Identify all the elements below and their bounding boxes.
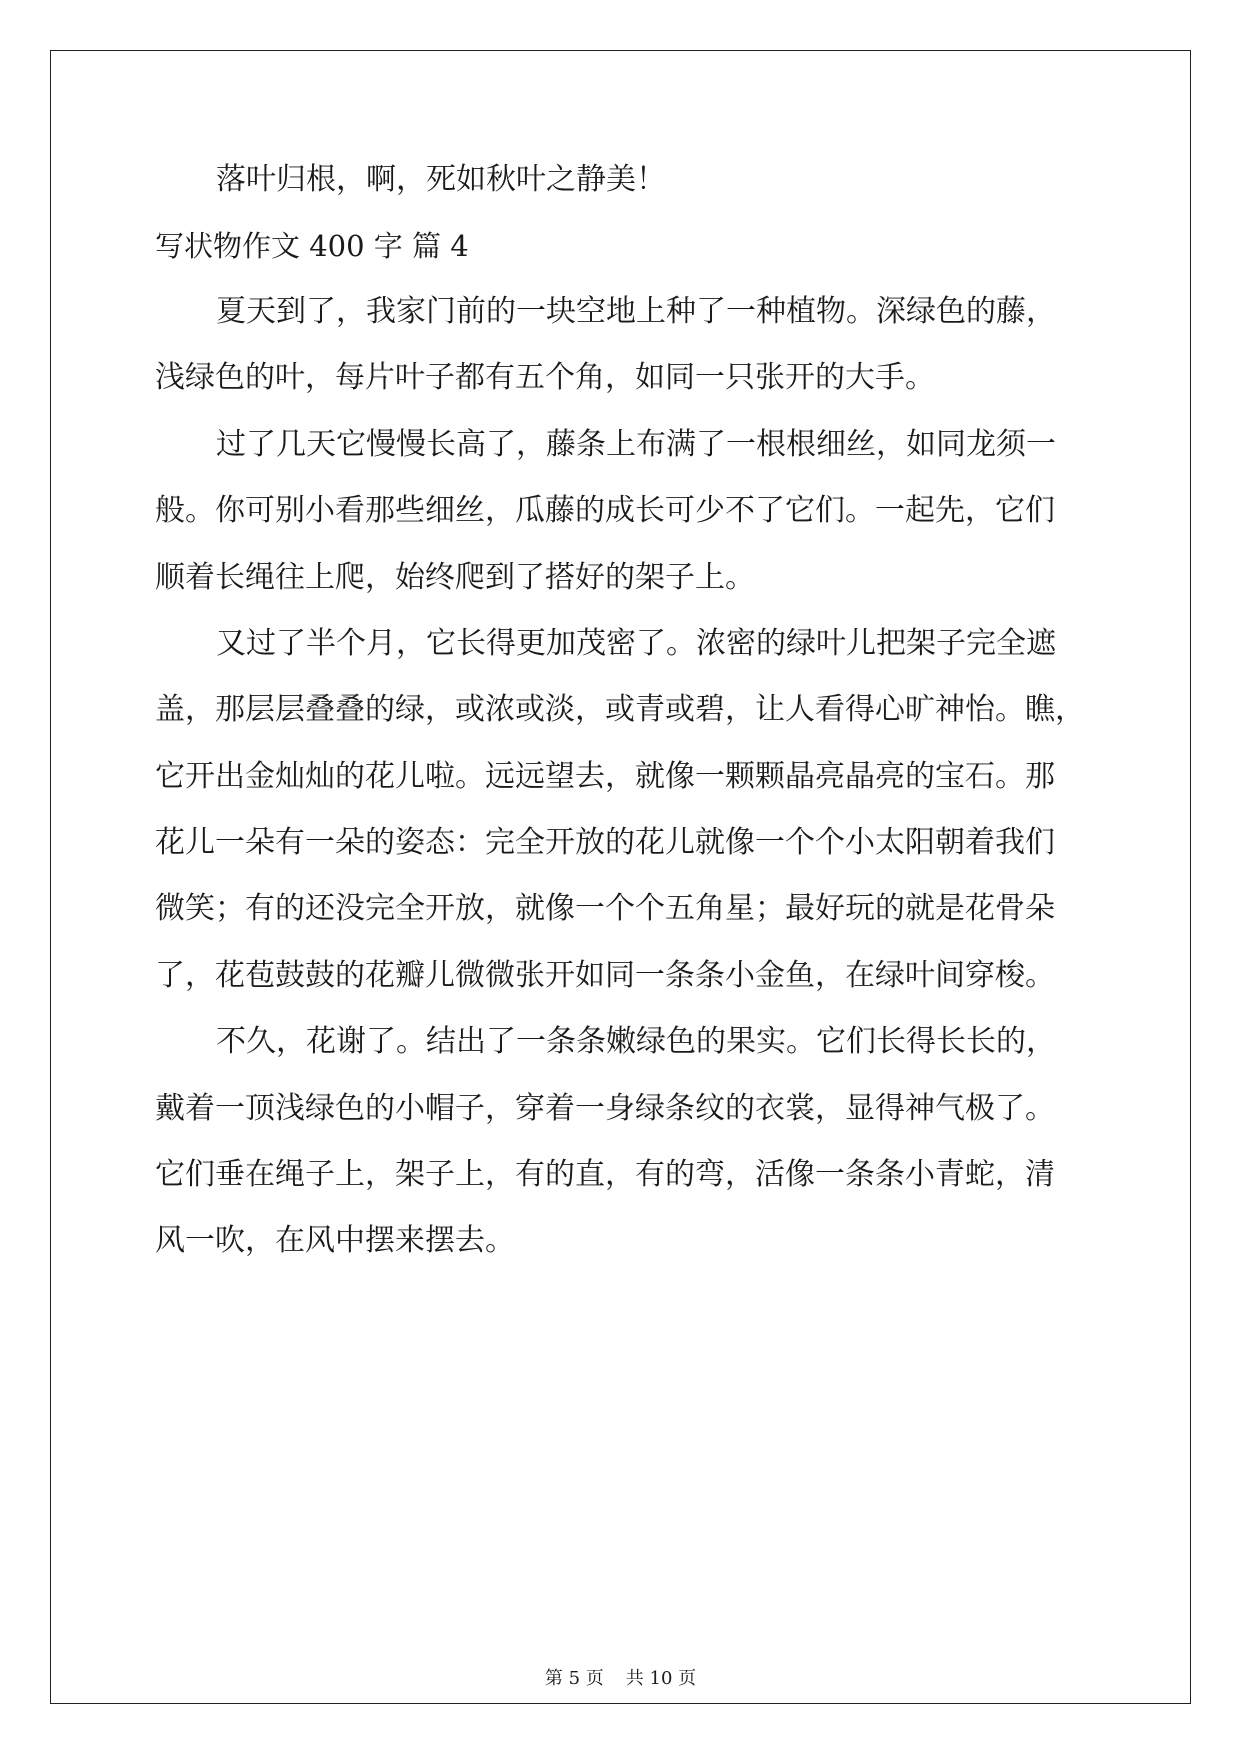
paragraph-line: 夏天到了，我家门前的一块空地上种了一种植物。深绿色的藤， — [216, 294, 1056, 329]
paragraph-line: 戴着一顶浅绿色的小帽子，穿着一身绿条纹的衣裳，显得神气极了。 — [155, 1091, 1055, 1126]
paragraph-line: 它们垂在绳子上，架子上，有的直，有的弯，活像一条条小青蛇，清 — [155, 1157, 1055, 1192]
paragraph-line: 花儿一朵有一朵的姿态：完全开放的花儿就像一个个小太阳朝着我们 — [155, 825, 1055, 860]
paragraph-line: 又过了半个月，它长得更加茂密了。浓密的绿叶儿把架子完全遮 — [216, 626, 1056, 661]
paragraph-line: 了，花苞鼓鼓的花瓣儿微微张开如同一条条小金鱼，在绿叶间穿梭。 — [155, 958, 1055, 993]
paragraph-line: 顺着长绳往上爬，始终爬到了搭好的架子上。 — [155, 560, 755, 595]
paragraph-line: 般。你可别小看那些细丝，瓜藤的成长可少不了它们。一起先，它们 — [155, 493, 1055, 528]
section-heading: 写状物作文 400 字 篇 4 — [155, 229, 469, 263]
paragraph-line: 它开出金灿灿的花儿啦。远远望去，就像一颗颗晶亮晶亮的宝石。那 — [155, 759, 1055, 794]
paragraph-line: 过了几天它慢慢长高了，藤条上布满了一根根细丝，如同龙须一 — [216, 427, 1056, 462]
paragraph-line: 风一吹，在风中摆来摆去。 — [155, 1223, 515, 1258]
page-total: 共 10 页 — [625, 1668, 697, 1689]
paragraph-line: 盖，那层层叠叠的绿，或浓或淡，或青或碧，让人看得心旷神怡。瞧， — [155, 692, 1085, 727]
paragraph-line: 落叶归根，啊，死如秋叶之静美！ — [216, 162, 666, 197]
paragraph-line: 微笑；有的还没完全开放，就像一个个五角星；最好玩的就是花骨朵 — [155, 891, 1055, 926]
paragraph-line: 不久，花谢了。结出了一条条嫩绿色的果实。它们长得长长的， — [216, 1024, 1056, 1059]
paragraph-line: 浅绿色的叶，每片叶子都有五个角，如同一只张开的大手。 — [155, 360, 935, 395]
page-number: 第 5 页 — [544, 1668, 604, 1689]
page-footer — [0, 1667, 1241, 1691]
